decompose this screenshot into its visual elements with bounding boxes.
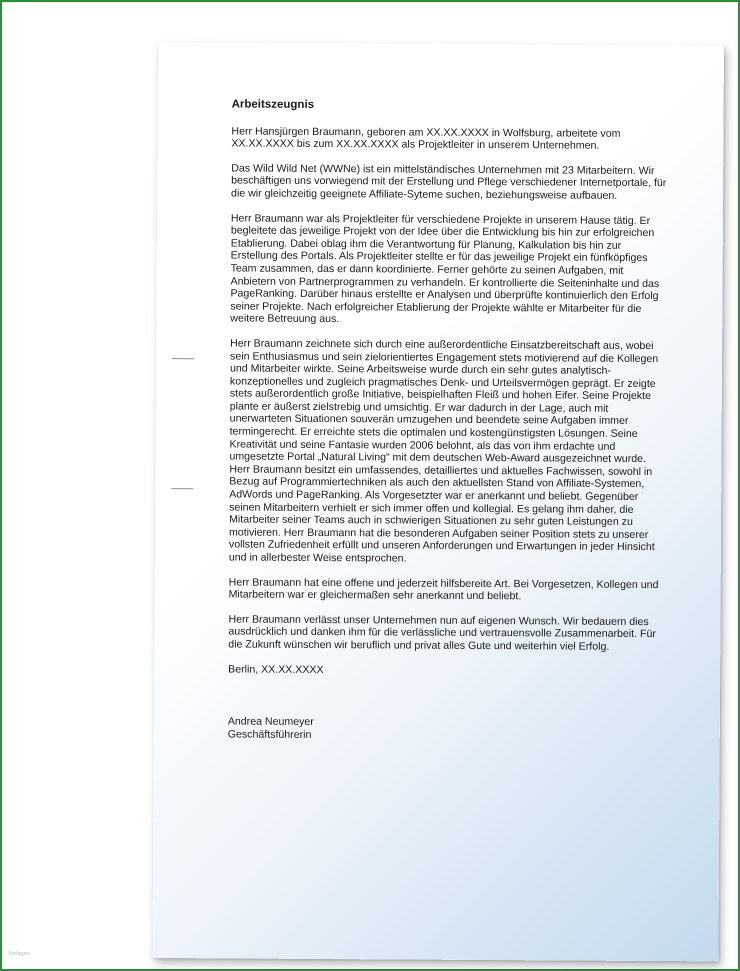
fold-mark-middle (171, 488, 193, 489)
paragraph-company: Das Wild Wild Net (WWNe) ist ein mittelständisches Unternehmen mit 23 Mitarbeitern. Wir beschäftigen uns vorwiegend mit der Erstellung und Pflege verschiedener Internetportale, für die wir gleichzeitig geeignete Affiliate-Syteme suchen, beziehungsweise aufbauen. (231, 162, 667, 202)
signature-block (228, 716, 668, 744)
document-page (152, 42, 724, 961)
document-body (228, 98, 672, 743)
paragraph-employment: Herr Hansjürgen Braumann, geboren am XX.XX.XXXX in Wolfsburg, arbeitete vom XX.XX.XXXX bis zum XX.XX.XXXX als Projektleiter in unserem Unternehmen. (231, 125, 621, 152)
signer-role: Geschäftsführerin (227, 728, 312, 741)
paragraph-conduct: Herr Braumann hat eine offene und jederzeit hilfsbereite Art. Bei Vorgesetzen, Kollegen und Mitarbeitern war er gleichermaßen sehr anerkannt und beliebt. (228, 576, 659, 603)
paragraph-farewell: Herr Braumann verlässt unser Unternehmen nun auf eigenen Wunsch. Wir bedauern dies ausdrücklich und danken ihm für die verlässliche und vertrauensvolle Zusammenarbeit. Für die Zukunft wünschen wir beruflich und privat alles Gute und weiterhin viel Erfolg. (228, 613, 656, 653)
paragraph-performance: Herr Braumann zeichnete sich durch eine außerordentliche Einsatzbereitschaft aus, wobei sein Enthusiasmus und sein zielorientiertes Engagement stets motivierend auf die Kollegen und Mitarbeiter wirkte. Seine Arbeitsweise wurde durch ein sehr gutes analytisch-konzeptionelles und zugleich pragmatisches Denk- und Urteilsvermögen geprägt. Er zeigte stets außerordentlich große Initiative, beispielhaften Fleiß und hohen Eifer. Seine Projekte plante er äußerst zielstrebig und umsichtig. Er war dadurch in der Lage, auch mit unerwarteten Situationen souverän umzugehen und beendete seine Aufgaben immer termingerecht. Er erreichte stets die optimalen und kostengünstigsten Lösungen. Seine Kreativität und seine Fantasie wurden 2006 belohnt, als das von ihm erdachte und umgesetzte Portal „Natural Living“ mit dem deutschen Web-Award ausgezeichnet wurde. Herr Braumann besitzt ein umfassendes, detailliertes und aktuelles Fachwissen, sowohl in Bezug auf Programmiertechniken als auch den aktuellsten Stand von Affiliate-Systemen, AdWords und PageRanking. Als Vorgesetzter war er anerkannt und beliebt. Gegenüber seinen Mitarbeitern verhielt er sich immer offen und kollegial. Es gelang ihm daher, die Mitarbeiter seiner Teams auch in schwierigen Situationen zu sehr guten Leistungen zu motivieren. Herr Braumann hat die besonderen Aufgaben seiner Position stets zu unserer vollsten Zufriedenheit erfüllt und unseren Anforderungen und Erwartungen in jeder Hinsicht und in allerbester Weise entsprochen. (228, 337, 659, 565)
document-title: Arbeitszeugnis (231, 98, 315, 111)
watermark-text: Vorlagen (8, 951, 30, 957)
paragraph-duties: Herr Braumann war als Projektleiter für verschiedene Projekte in unserem Hause tätig. Er begleitete das jeweilige Projekt von der Idee über die Entwicklung bis hin zur erfolgreichen Etablierung. Dabei oblag ihm die Verantwortung für Planung, Kalkulation bis hin zur Erstellung des Portals. Als Projektleiter stellte er für das jeweilige Projekt ein fünfköpfiges Team zusammen, das er dann koordinierte. Ferner gehörte zu seinen Aufgaben, mit Anbietern von Partnerprogrammen zu verhandeln. Er kontrollierte die Seiteninhalte und das PageRanking. Darüber hinaus erstellte er Analysen und überprüfte kontinuierlich den Erfolg seiner Projekte. Nach erfolgreicher Etablierung der Projekte wählte er Mitarbeiter für die weitere Betreuung aus. (230, 212, 660, 326)
signer-name: Andrea Neumeyer (227, 715, 314, 729)
place-date: Berlin, XX.XX.XXXX (228, 663, 324, 676)
fold-mark-top (172, 358, 194, 359)
